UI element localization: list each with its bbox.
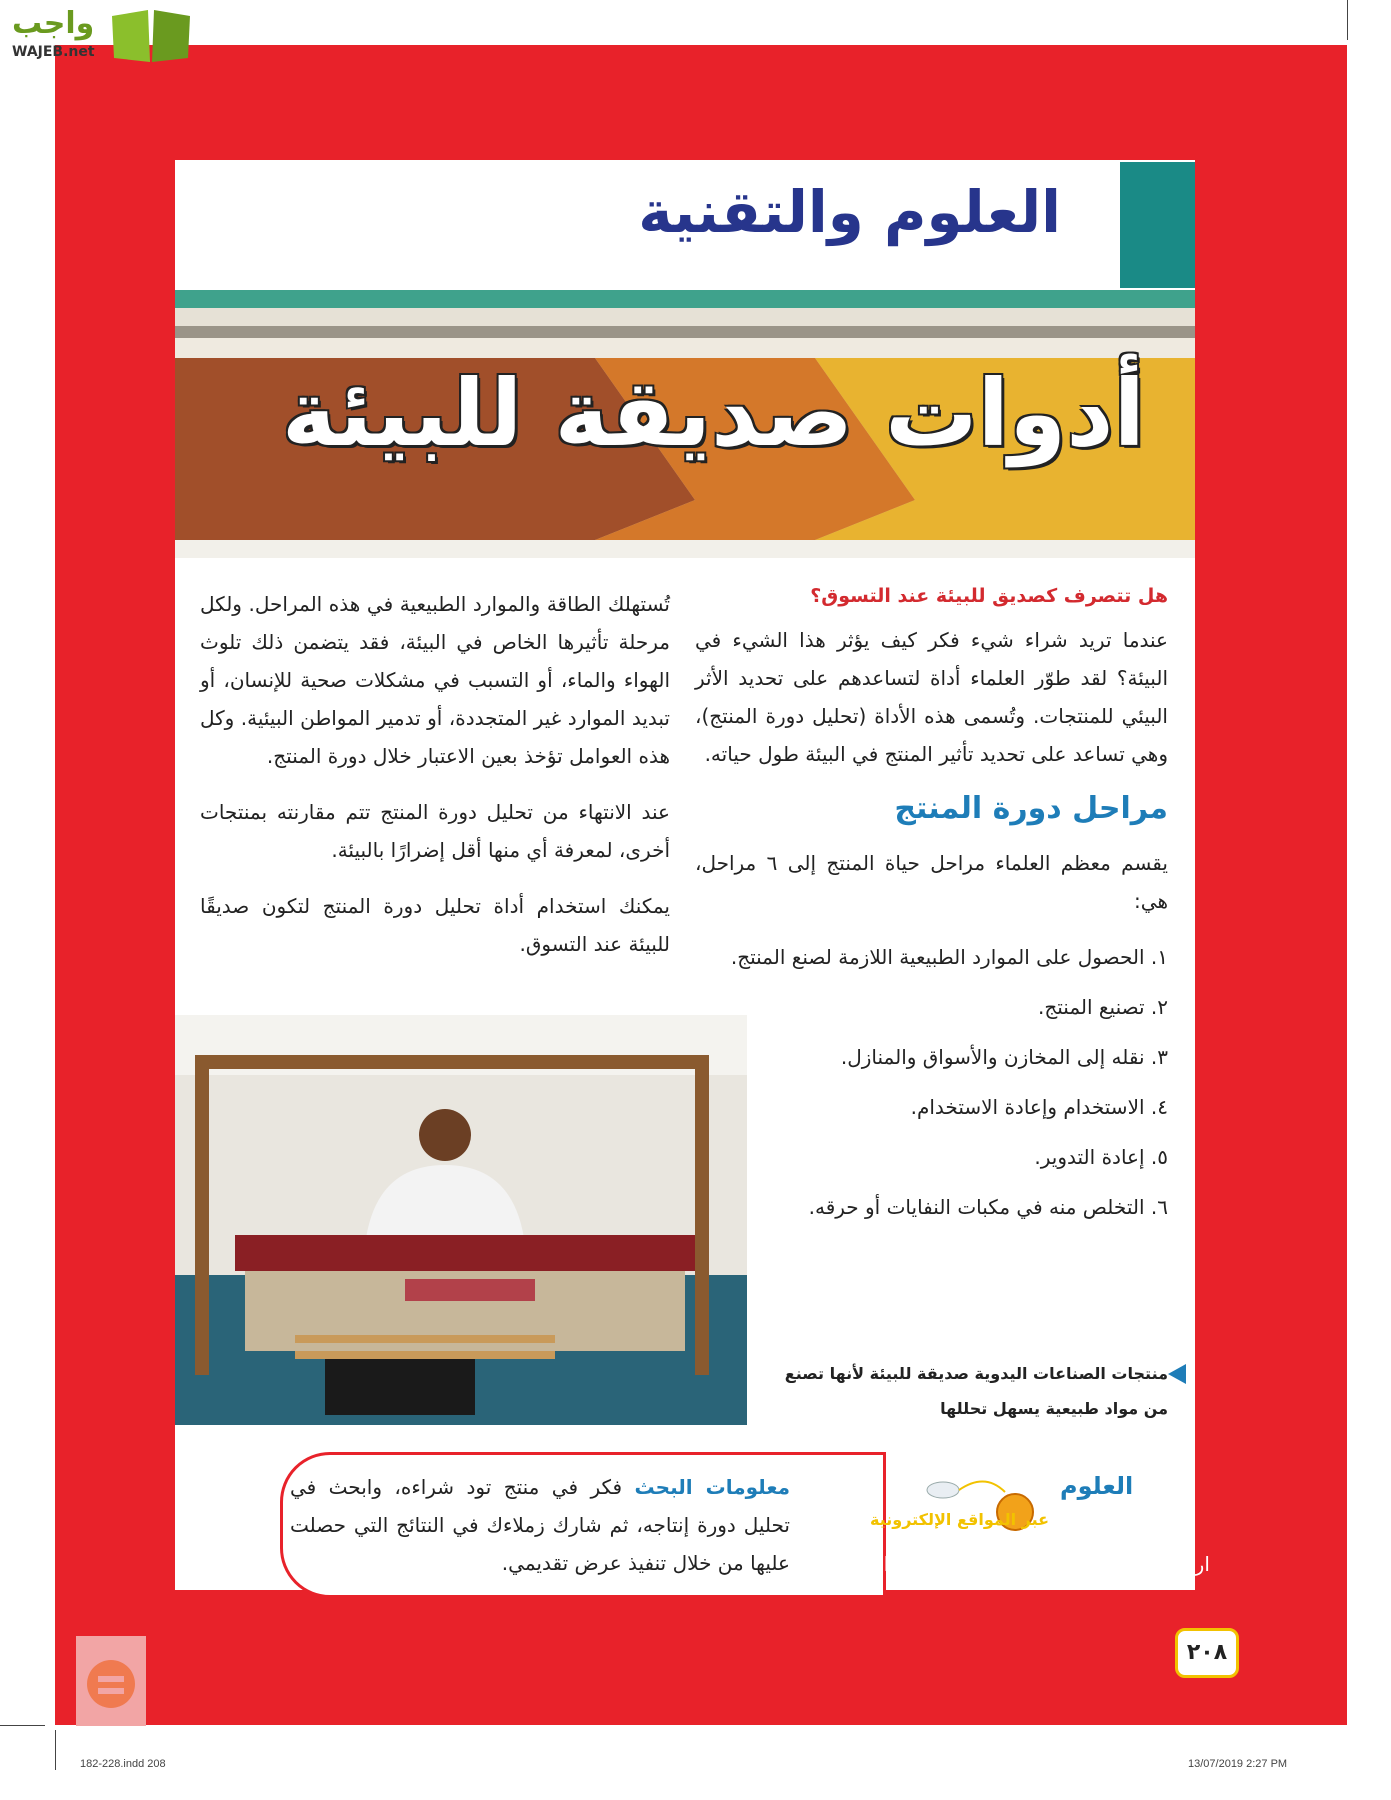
footer-date: 13/07/2019 2:27 PM <box>1188 1758 1288 1770</box>
research-label: معلومات البحث <box>634 1475 790 1499</box>
paragraph: تُستهلك الطاقة والموارد الطبيعية في هذه المراحل. ولكل مرحلة تأثيرها الخاص في البيئة، فقد يتضمن ذلك تلوث الهواء والماء، أو التسبب في مشكلات صحية للإنسان، أو تبديد الموارد غير المتجددة، أو تدمير المواطن البيئية. وكل هذه العوامل تؤخذ بعين الاعتبار خلال دورة المنتج. <box>200 592 670 768</box>
list-item: ٤. الاستخدام وإعادة الاستخدام. <box>910 1095 1168 1119</box>
wajeb-logo[interactable] <box>6 4 192 66</box>
banner-image <box>175 290 1195 558</box>
header-accent <box>1120 162 1195 288</box>
list-item: ٣. نقله إلى المخازن والأسواق والمنازل. <box>840 1045 1168 1069</box>
online-reference[interactable]: ارجع إلى المواقع الإلكترونية عبر شبكة الإنترنت. <box>818 1552 1210 1576</box>
logo-latin: WAJEB.net <box>12 44 95 60</box>
list-item: ٥. إعادة التدوير. <box>1034 1145 1168 1169</box>
research-text <box>290 1468 790 1582</box>
paragraph: عند الانتهاء من تحليل دورة المنتج تتم مقارنته بمنتجات أخرى، لمعرفة أي منها أقل إضرارًا بالبيئة. <box>200 800 670 862</box>
crop-mark <box>1347 0 1348 40</box>
mouse-icon <box>925 1472 1065 1542</box>
crop-mark <box>55 1730 56 1770</box>
page-number: ٢٠٨ <box>1175 1628 1239 1678</box>
triangle-pointer-icon <box>1168 1364 1186 1384</box>
online-sub-label: عبر المواقع الإلكترونية <box>870 1510 1050 1529</box>
steps-list <box>695 938 1168 1226</box>
publisher-icon <box>76 1636 146 1726</box>
online-science-label: العلوم <box>1060 1472 1134 1500</box>
logo-arabic: واجب <box>12 6 95 41</box>
paragraph: يمكنك استخدام أداة تحليل دورة المنتج لتكون صديقًا للبيئة عند التسوق. <box>200 894 670 956</box>
banner-title: أدوات صديقة للبيئة <box>281 360 1145 467</box>
section-title: مراحل دورة المنتج <box>894 791 1168 826</box>
photo-caption <box>760 1356 1168 1426</box>
intro-paragraph: عندما تريد شراء شيء فكر كيف يؤثر هذا الشيء في البيئة؟ لقد طوّر العلماء أداة لتساعدهم على تحديد الأثر البيئي للمنتجات. وتُسمى هذه الأداة (تحليل دورة المنتج)، وهي تساعد على تحديد تأثير المنتج في البيئة طول حياته. <box>695 628 1168 766</box>
caption-text: منتجات الصناعات اليدوية صديقة للبيئة لأنها تصنع من مواد طبيعية يسهل تحللها <box>784 1364 1168 1418</box>
side-icon <box>76 1636 146 1726</box>
right-column <box>695 585 1168 1238</box>
header-title-science: العلوم والتقنية <box>638 178 1061 246</box>
crop-mark <box>0 1725 45 1726</box>
section-intro: يقسم معظم العلماء مراحل حياة المنتج إلى ٦ مراحل، هي: <box>695 851 1168 913</box>
header-title-society: والمجتمع <box>340 190 565 248</box>
question-heading: هل تتصرف كصديق للبيئة عند التسوق؟ <box>810 585 1168 607</box>
list-item: ٢. تصنيع المنتج. <box>1038 995 1168 1019</box>
list-item: ١. الحصول على الموارد الطبيعية اللازمة لصنع المنتج. <box>730 945 1168 969</box>
book-icon <box>110 6 192 64</box>
list-item: ٦. التخلص منه في مكبات النفايات أو حرقه. <box>808 1195 1168 1219</box>
footer-file: 182-228.indd 208 <box>80 1758 166 1770</box>
weaver-photo <box>175 1015 747 1425</box>
research-body: فكر في منتج تود شراءه، وابحث في تحليل دورة إنتاجه، ثم شارك زملاءك في النتائج التي حصلت عليها من خلال تنفيذ عرض تقديمي. <box>290 1475 790 1575</box>
left-column <box>200 585 670 981</box>
